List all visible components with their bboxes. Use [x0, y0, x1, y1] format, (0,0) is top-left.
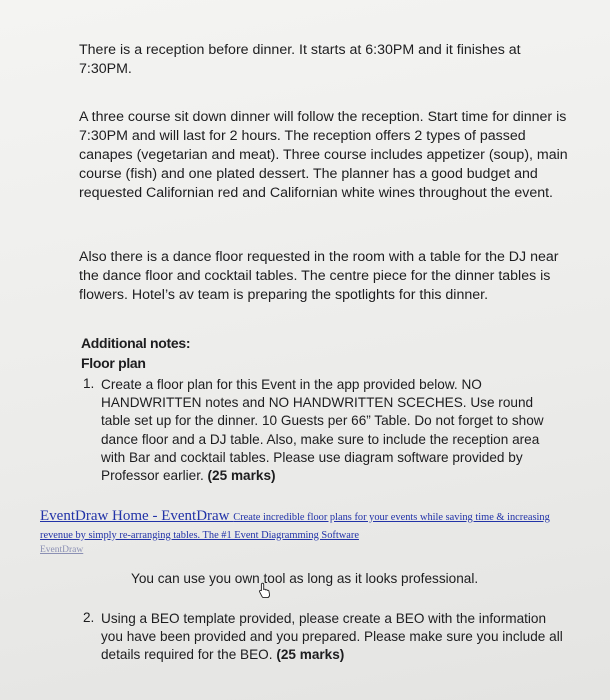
eventdraw-link[interactable] [40, 508, 570, 544]
item-1-number: 1. [83, 376, 95, 391]
item-2-text [101, 610, 563, 665]
eventdraw-link-source[interactable]: EventDraw [40, 545, 84, 555]
paragraph-reception: There is a reception before dinner. It starts at 6:30PM and it finishes at 7:30PM. [79, 42, 521, 77]
paragraph-dance-floor: Also there is a dance floor requested in the room with a table for the DJ near the dance floor and cocktail tables. The centre piece for the dinner tables is flowers. Hotel’s av team is preparing the spotlights for this dinner. [79, 249, 559, 303]
additional-notes-heading: Additional notes: [81, 335, 191, 351]
paragraph-dinner: A three course sit down dinner will follow the reception. Start time for dinner is 7:30PM and will last for 2 hours. The reception offers 2 types of passed canapes (vegetarian and meat). Three course includes appetizer (soup), main course (fish) and one plated dessert. The planner has a good budget and requested Californian red and Californian white wines throughout the event. [79, 109, 568, 201]
floor-plan-heading: Floor plan [81, 355, 146, 371]
own-tool-note: You can use you own tool as long as it looks professional. [131, 571, 479, 586]
item-2-number: 2. [83, 610, 95, 625]
eventdraw-link-description[interactable]: Create incredible floor plans for your events while saving time & increasing revenue by simply re-arranging tables. The #1 Event Diagramming Software [40, 512, 550, 541]
eventdraw-link-title[interactable]: EventDraw Home - EventDraw [40, 508, 230, 524]
item-1-text [101, 376, 563, 485]
item-2-body: Using a BEO template provided, please create a BEO with the information you have been provided and you prepared. Please make sure you include all details required for the BEO. [101, 611, 563, 663]
hand-pointer-icon [258, 582, 272, 598]
item-1-marks: (25 marks) [207, 468, 276, 484]
item-1-body: Create a floor plan for this Event in the app provided below. NO HANDWRITTEN notes and NO HANDWRITTEN SCECHES. Use round table set up for the dinner. 10 Guests per 66” Table. Do not forget to show dance floor and a DJ table. Also, make sure to include the reception area with Bar and cocktail tables. Please use diagram software provided by Professor earlier. [101, 377, 544, 484]
item-2-marks: (25 marks) [276, 647, 345, 663]
